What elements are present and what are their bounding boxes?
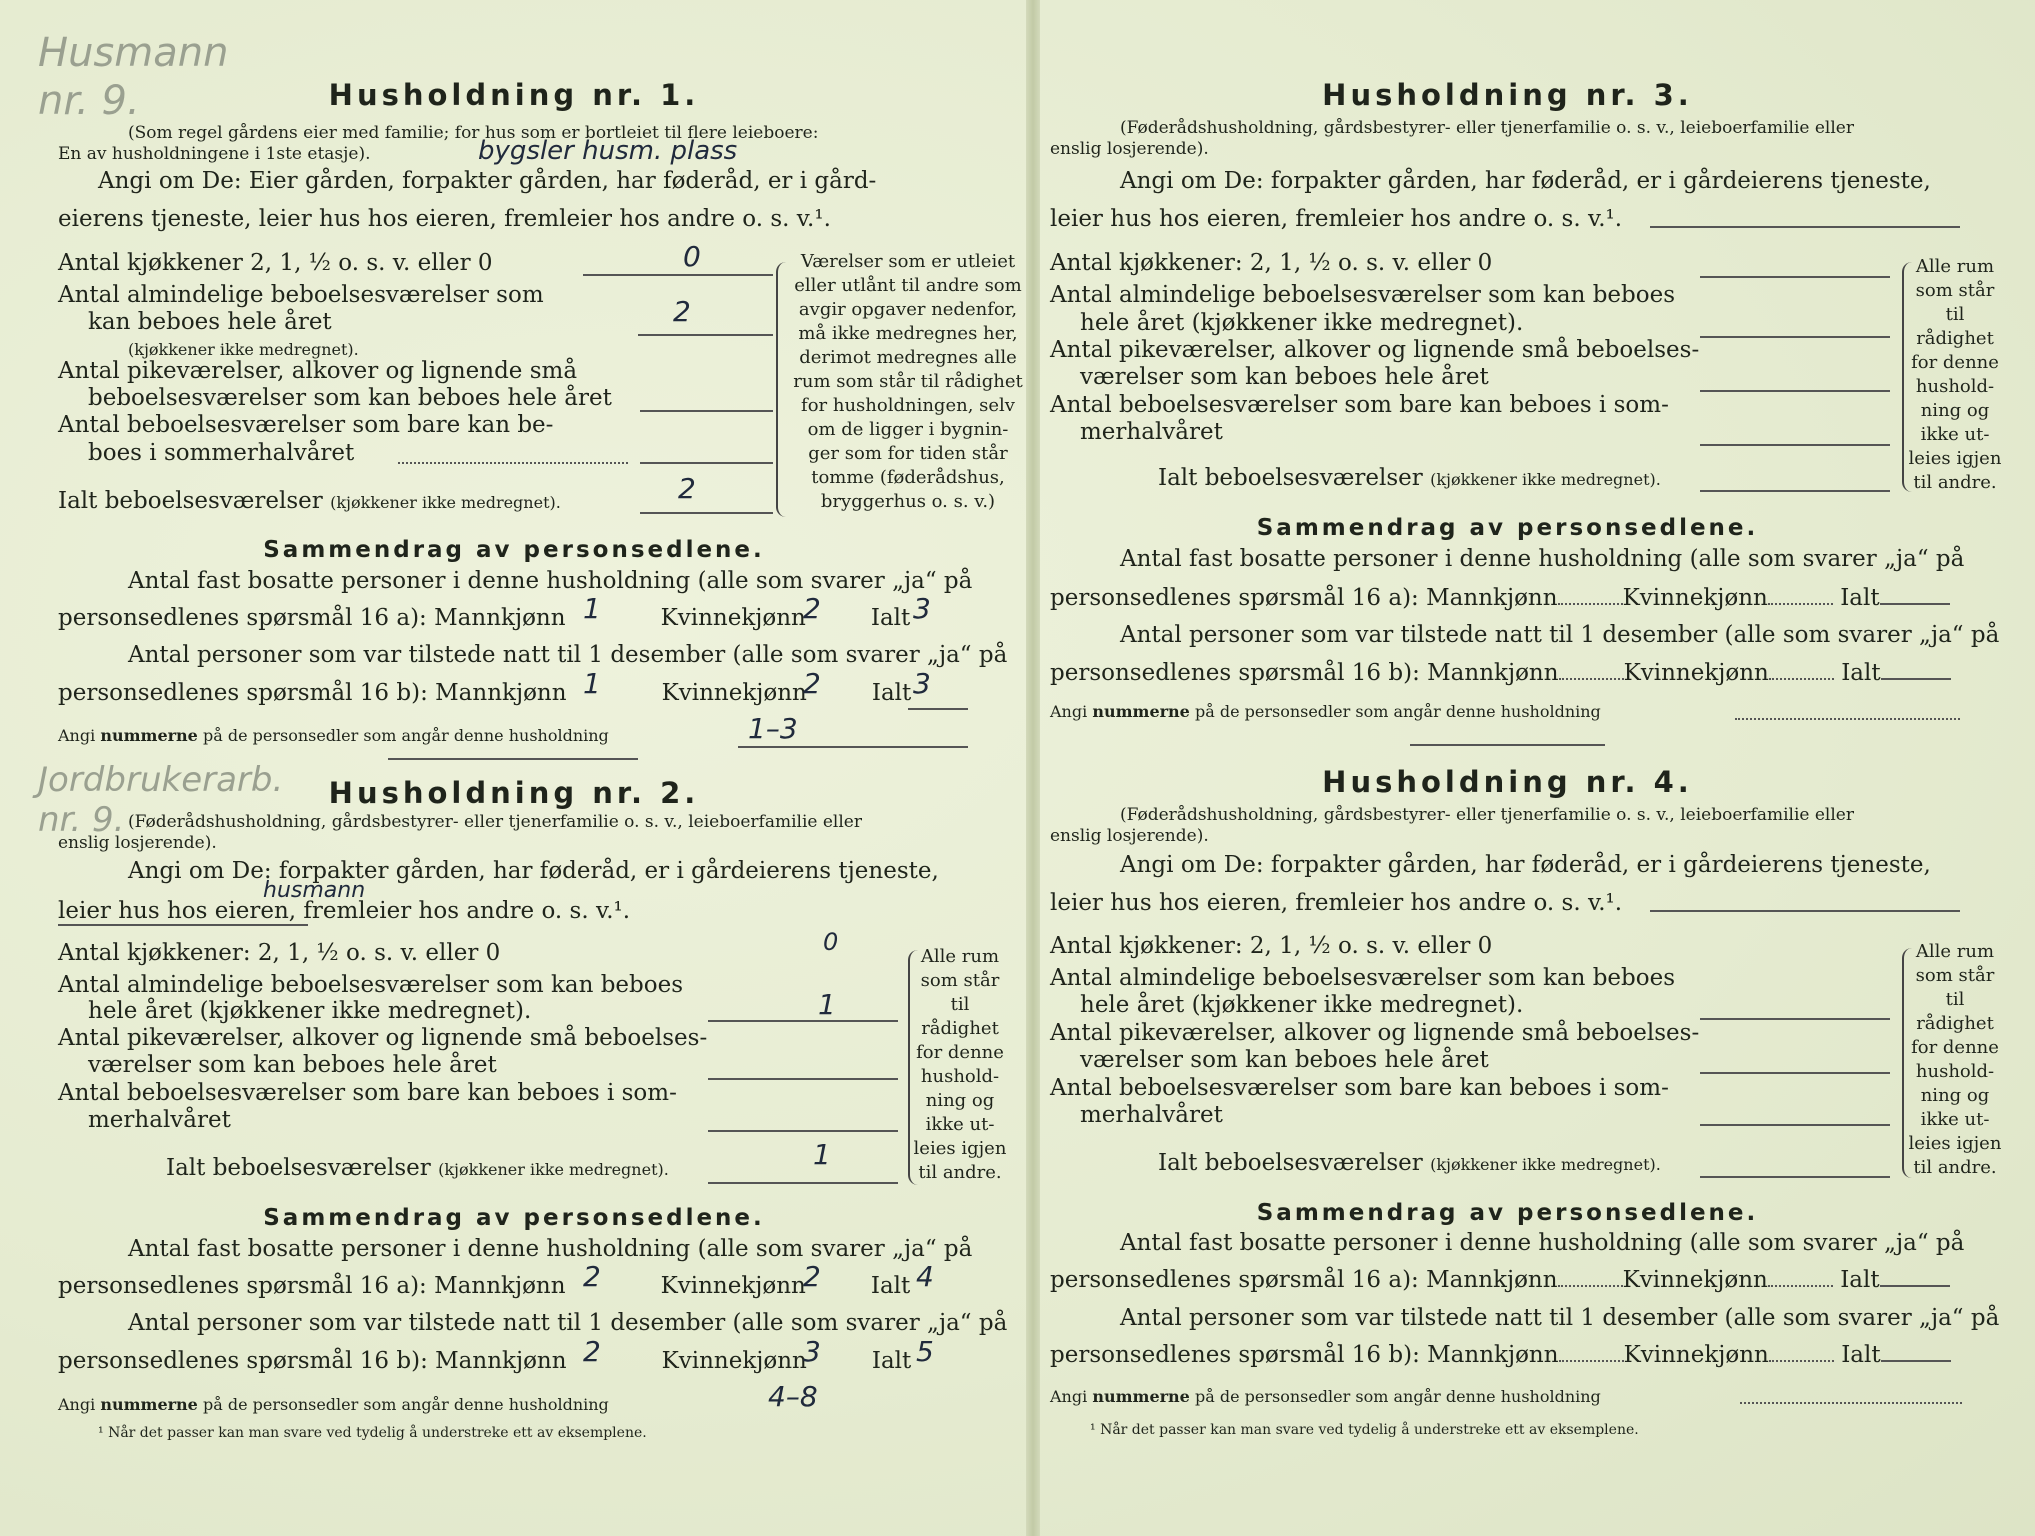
h2-b-total-value: 5 (916, 1335, 934, 1368)
h4-summary-a-label: personsedlenes spørsmål 16 a): Mannkjønn (1050, 1267, 1558, 1293)
h3-b-female-label: Kvinnekjønn (1623, 660, 1769, 686)
h3-numbers-field (1735, 718, 1960, 720)
hw-owner-status: bygsler husm. plass (478, 136, 738, 166)
left-footnote: ¹ Når det passer kan man svare ved tydelig å understreke ett av eksemplene. (98, 1425, 647, 1441)
h1-kitchens-value: 0 (683, 240, 701, 273)
h4-kitchens-label: Antal kjøkkener: 2, 1, ½ o. s. v. eller 0 (1050, 933, 1493, 959)
h3-a-total-field (1880, 603, 1950, 605)
household-4-angi-line-1: Angi om De: forpakter gården, har føderåd, er i gårdeierens tjeneste, (1120, 852, 1931, 878)
household-2-note-line-1: (Føderådshusholdning, gårdsbestyrer- eller tjenerfamilie o. s. v., leieboerfamilie eller (128, 812, 862, 832)
h1-summary-title: Sammendrag av personsedlene. (263, 537, 765, 563)
h2-numbers-label-1: Angi (58, 1395, 96, 1414)
h3-kitchens-field (1700, 276, 1890, 278)
h2-summer-rooms-label-2: merhalvåret (88, 1107, 231, 1133)
h1-summary-a (58, 605, 910, 631)
h3-small-rooms-label-2: værelser som kan beboes hele året (1080, 364, 1489, 390)
h2-kitchens-value: 0 (823, 928, 839, 956)
h1-b-total-field (908, 708, 968, 710)
household-4-title: Husholdning nr. 4. (1322, 765, 1693, 799)
h4-summary-a (1050, 1267, 1950, 1293)
h3-side-line: ikke ut- (1920, 424, 1990, 445)
h1-kitchens-label: Antal kjøkkener 2, 1, ½ o. s. v. eller 0 (58, 250, 493, 276)
h1-a-total-value: 3 (913, 592, 931, 625)
h4-b-total-field (1881, 1360, 1951, 1362)
h4-a-total-field (1880, 1285, 1950, 1287)
h1-side-line: om de ligger i bygnin- (807, 419, 1009, 440)
h4-summary-title: Sammendrag av personsedlene. (1256, 1200, 1759, 1226)
h4-a-female-label: Kvinnekjønn (1622, 1267, 1768, 1293)
h4-a-female-field (1768, 1285, 1833, 1287)
h4-side-line: for denne (1911, 1037, 1999, 1058)
h1-summer-rooms-field (640, 462, 773, 464)
h3-side-line: rådighet (1916, 328, 1994, 349)
household-3-angi-line-2: leier hus hos eieren, fremleier hos andre o. s. v.¹. (1050, 206, 1623, 232)
h3-kitchens-label: Antal kjøkkener: 2, 1, ½ o. s. v. eller 0 (1050, 250, 1493, 276)
h1-a-female-value: 2 (803, 592, 821, 625)
h1-a-male-value: 1 (583, 592, 601, 625)
h1-total-label-text: Ialt beboelsesværelser (58, 488, 323, 514)
h2-summary-b (58, 1348, 911, 1374)
h2-side-line: ikke ut- (925, 1114, 995, 1135)
h1-b-female-value: 2 (803, 667, 821, 700)
household-1-title: Husholdning nr. 1. (328, 78, 700, 112)
h2-summary-b-label: personsedlenes spørsmål 16 b): Mannkjønn (58, 1348, 567, 1374)
h3-numbers-label-3: på de personsedler som angår denne husholdning (1194, 702, 1601, 721)
h1-side-line: Værelser som er utleiet (800, 251, 1016, 272)
h1-rooms-label-1: Antal almindelige beboelsesværelser som (58, 282, 544, 308)
h3-angi-field (1650, 226, 1960, 228)
h3-separator (1410, 744, 1605, 746)
h2-side-line: Alle rum (920, 946, 1000, 967)
h4-numbers-field (1740, 1402, 1962, 1404)
h1-total-label-sub: (kjøkkener ikke medregnet). (330, 493, 561, 512)
h1-small-rooms-label-1: Antal pikeværelser, alkover og lignende små (58, 358, 578, 384)
h3-b-total-field (1881, 678, 1951, 680)
h3-side-line: Alle rum (1915, 256, 1995, 277)
h1-brace (776, 262, 788, 517)
h1-side-line: rum som står til rådighet (793, 371, 1023, 392)
h4-small-rooms-label-1: Antal pikeværelser, alkover og lignende små beboelses- (1050, 1020, 1700, 1046)
h3-summer-rooms-field (1700, 444, 1890, 446)
h4-b-female-label: Kvinnekjønn (1623, 1342, 1769, 1368)
h4-side-line: hushold- (1915, 1061, 1995, 1082)
h4-total-label-sub: (kjøkkener ikke medregnet). (1430, 1155, 1661, 1174)
h1-side-line: for husholdningen, selv (801, 395, 1015, 416)
h4-summary-b (1050, 1342, 1951, 1368)
h2-small-rooms-label-2: værelser som kan beboes hele året (88, 1052, 497, 1078)
h3-a-female-field (1768, 603, 1833, 605)
h1-numbers-label-2: nummerne (100, 726, 198, 745)
h2-b-female-label: Kvinnekjønn (661, 1348, 807, 1374)
h3-summary-line-3: Antal personer som var tilstede natt til 1 desember (alle som svarer „ja“ på (1120, 622, 2000, 648)
h3-summary-b-label: personsedlenes spørsmål 16 b): Mannkjønn (1050, 660, 1559, 686)
h1-numbers-label-1: Angi (58, 726, 96, 745)
pencil-note-top-2: nr. 9. (38, 78, 140, 124)
h1-summer-rooms-label-1: Antal beboelsesværelser som bare kan be- (58, 412, 554, 438)
h3-side-line: leies igjen (1908, 448, 2002, 469)
pencil-note-mid-2: nr. 9. (38, 800, 125, 840)
h1-side-line: eller utlånt til andre som (794, 275, 1022, 296)
h1-b-total-label: Ialt (871, 680, 912, 706)
h2-numbers-label (58, 1395, 609, 1414)
h1-side-line: avgir opgaver nedenfor, (798, 299, 1018, 320)
h2-b-total-label: Ialt (871, 1348, 912, 1374)
h3-b-female-field (1769, 678, 1834, 680)
h3-total-label (1158, 465, 1661, 491)
h4-angi-field (1650, 910, 1960, 912)
h3-summer-rooms-label-1: Antal beboelsesværelser som bare kan beboes i som- (1050, 392, 1669, 418)
h3-side-line: som står til (1915, 280, 1995, 325)
h2-a-female-value: 2 (803, 1260, 821, 1293)
h4-numbers-label-1: Angi (1050, 1387, 1088, 1406)
h1-b-male-value: 1 (583, 667, 601, 700)
h3-summer-rooms-label-2: merhalvåret (1080, 419, 1223, 445)
household-1-note-line-1: (Som regel gårdens eier med familie; for hus som er bortleiet til flere leieboere: (128, 123, 819, 143)
h2-total-value: 1 (813, 1138, 831, 1171)
h2-total-field (708, 1182, 898, 1184)
household-1-angi-line-1: Angi om De: Eier gården, forpakter gården, har føderåd, er i gård- (98, 168, 877, 194)
h1-small-rooms-label-2: beboelsesværelser som kan beboes hele året (88, 385, 612, 411)
household-4-angi-line-2: leier hus hos eieren, fremleier hos andre o. s. v.¹. (1050, 890, 1623, 916)
h4-summer-rooms-label-1: Antal beboelsesværelser som bare kan beboes i som- (1050, 1075, 1669, 1101)
h3-side-line: for denne (1911, 352, 1999, 373)
h2-summer-rooms-field (708, 1130, 898, 1132)
h3-rooms-label-1: Antal almindelige beboelsesværelser som kan beboes (1050, 282, 1676, 308)
h1-separator (388, 758, 638, 760)
h3-summary-a (1050, 585, 1950, 611)
h2-numbers-value: 4–8 (768, 1380, 818, 1413)
h3-total-label-sub: (kjøkkener ikke medregnet). (1430, 470, 1661, 489)
h1-rooms-label-3: (kjøkkener ikke medregnet). (128, 340, 359, 359)
h3-rooms-field (1700, 336, 1890, 338)
h2-numbers-label-2: nummerne (100, 1395, 198, 1414)
h1-numbers-label-3: på de personsedler som angår denne husholdning (202, 726, 609, 745)
h1-side-line: ger som for tiden står (808, 443, 1008, 464)
h3-a-female-label: Kvinnekjønn (1622, 585, 1768, 611)
h1-kitchens-field (583, 274, 773, 276)
h2-summary-a (58, 1273, 910, 1299)
h1-rooms-value: 2 (673, 295, 691, 328)
h4-rooms-label-1: Antal almindelige beboelsesværelser som kan beboes (1050, 965, 1676, 991)
h4-total-label (1158, 1150, 1661, 1176)
h3-summary-title: Sammendrag av personsedlene. (1256, 515, 1759, 541)
h2-underline-choice (58, 924, 308, 926)
h2-side-note (910, 945, 1010, 1185)
h3-small-rooms-label-1: Antal pikeværelser, alkover og lignende små beboelses- (1050, 337, 1700, 363)
h2-small-rooms-label-1: Antal pikeværelser, alkover og lignende små beboelses- (58, 1025, 708, 1051)
h1-side-line: må ikke medregnes her, (798, 323, 1018, 344)
h2-rooms-label-2: hele året (kjøkkener ikke medregnet). (88, 998, 532, 1024)
h1-b-female-label: Kvinnekjønn (661, 680, 807, 706)
h3-numbers-label-2: nummerne (1092, 702, 1190, 721)
page-fold (1026, 0, 1040, 1536)
h2-side-line: leies igjen (913, 1138, 1007, 1159)
h4-summary-b-label: personsedlenes spørsmål 16 b): Mannkjønn (1050, 1342, 1559, 1368)
h2-side-line: for denne (916, 1042, 1004, 1063)
h4-side-line: Alle rum (1915, 941, 1995, 962)
household-1-note-line-2: En av husholdningene i 1ste etasje). (58, 144, 371, 164)
h4-summer-rooms-field (1700, 1124, 1890, 1126)
h3-a-male-field (1558, 603, 1623, 605)
h3-summary-a-label: personsedlenes spørsmål 16 a): Mannkjønn (1050, 585, 1558, 611)
household-2-title: Husholdning nr. 2. (328, 776, 700, 810)
h2-small-rooms-field (708, 1078, 898, 1080)
hw-husmann: husmann (263, 878, 366, 903)
h1-numbers-value: 1–3 (748, 712, 798, 745)
h2-summer-rooms-label-1: Antal beboelsesværelser som bare kan beboes i som- (58, 1080, 677, 1106)
h2-total-label (166, 1155, 669, 1181)
h3-side-note (1905, 255, 2005, 495)
h2-side-line: ning og (925, 1090, 995, 1111)
household-2-angi-line-1: Angi om De: forpakter gården, har føderåd, er i gårdeierens tjeneste, (128, 858, 939, 884)
h2-total-label-text: Ialt beboelsesværelser (166, 1155, 431, 1181)
h3-side-line: ning og (1920, 400, 1990, 421)
h4-total-label-text: Ialt beboelsesværelser (1158, 1150, 1423, 1176)
h2-rooms-field (708, 1020, 898, 1022)
h2-total-label-sub: (kjøkkener ikke medregnet). (438, 1160, 669, 1179)
h3-total-field (1700, 490, 1890, 492)
h4-numbers-label-3: på de personsedler som angår denne husholdning (1194, 1387, 1601, 1406)
h2-rooms-label-1: Antal almindelige beboelsesværelser som kan beboes (58, 972, 684, 998)
h4-side-line: rådighet (1916, 1013, 1994, 1034)
h4-side-line: som står til (1915, 965, 1995, 1010)
h2-a-total-label: Ialt (870, 1273, 911, 1299)
h4-side-note (1905, 940, 2005, 1180)
household-2-angi-line-2: leier hus hos eieren, fremleier hos andre o. s. v.¹. (58, 898, 631, 924)
household-3-title: Husholdning nr. 3. (1322, 78, 1693, 112)
household-3-angi-line-1: Angi om De: forpakter gården, har føderåd, er i gårdeierens tjeneste, (1120, 168, 1931, 194)
h4-side-line: til andre. (1913, 1157, 1997, 1178)
h4-summary-line-3: Antal personer som var tilstede natt til 1 desember (alle som svarer „ja“ på (1120, 1305, 2000, 1331)
h1-rooms-label-2: kan beboes hele året (88, 309, 332, 335)
h2-side-line: rådighet (921, 1018, 999, 1039)
h1-summary-line-1: Antal fast bosatte personer i denne husholdning (alle som svarer „ja“ på (128, 568, 973, 594)
household-1-angi-line-2: eierens tjeneste, leier hus hos eieren, fremleier hos andre o. s. v.¹. (58, 206, 831, 232)
h4-a-male-field (1558, 1285, 1623, 1287)
household-2-note (58, 812, 970, 854)
h3-side-line: hushold- (1915, 376, 1995, 397)
h4-a-total-label: Ialt (1840, 1267, 1880, 1293)
h1-numbers-field (738, 746, 968, 748)
dots (398, 462, 628, 464)
h2-summary-line-1: Antal fast bosatte personer i denne husholdning (alle som svarer „ja“ på (128, 1236, 973, 1262)
h1-summary-b (58, 680, 911, 706)
h3-numbers-label-1: Angi (1050, 702, 1088, 721)
h1-total-label (58, 488, 561, 514)
h1-total-field (640, 512, 773, 514)
h4-rooms-field (1700, 1018, 1890, 1020)
h1-rooms-field (638, 334, 773, 336)
h1-numbers-label (58, 726, 609, 745)
h2-b-female-value: 3 (803, 1335, 821, 1368)
h1-a-total-label: Ialt (870, 605, 911, 631)
pencil-note-top: Husmann (38, 30, 229, 76)
right-footnote: ¹ Når det passer kan man svare ved tydelig å understreke ett av eksemplene. (1090, 1422, 1639, 1438)
h1-small-rooms-field (640, 410, 773, 412)
h1-summary-a-label: personsedlenes spørsmål 16 a): Mannkjønn (58, 605, 566, 631)
h2-a-female-label: Kvinnekjønn (660, 1273, 806, 1299)
household-2-note-line-2: enslig losjerende). (58, 833, 217, 853)
right-page (1050, 0, 2002, 1536)
household-4-note-line-2: enslig losjerende). (1050, 826, 1209, 846)
h4-side-line: ning og (1920, 1085, 1990, 1106)
h2-side-line: som står til (920, 970, 1000, 1015)
h1-summer-rooms-label-2: boes i sommerhalvåret (88, 440, 355, 466)
h1-a-female-label: Kvinnekjønn (660, 605, 806, 631)
h1-b-total-value: 3 (913, 667, 931, 700)
household-3-note (1050, 118, 1965, 160)
household-3-note-line-1: (Føderådshusholdning, gårdsbestyrer- eller tjenerfamilie o. s. v., leieboerfamilie eller (1120, 118, 1854, 138)
h4-b-total-label: Ialt (1841, 1342, 1881, 1368)
h2-side-line: til andre. (918, 1162, 1002, 1183)
household-4-note (1050, 805, 1965, 847)
h4-numbers-label-2: nummerne (1092, 1387, 1190, 1406)
h4-side-line: leies igjen (1908, 1133, 2002, 1154)
h2-rooms-value: 1 (818, 988, 836, 1021)
h1-summary-line-3: Antal personer som var tilstede natt til 1 desember (alle som svarer „ja“ på (128, 642, 1008, 668)
h1-side-line: derimot medregnes alle (799, 347, 1017, 368)
h1-side-line: bryggerhus o. s. v.) (820, 491, 996, 512)
h3-rooms-label-2: hele året (kjøkkener ikke medregnet). (1080, 310, 1524, 336)
h4-b-male-field (1559, 1360, 1624, 1362)
left-page (38, 0, 1023, 1536)
h1-summary-b-label: personsedlenes spørsmål 16 b): Mannkjønn (58, 680, 567, 706)
h2-b-male-value: 2 (583, 1335, 601, 1368)
h3-summary-line-1: Antal fast bosatte personer i denne husholdning (alle som svarer „ja“ på (1120, 546, 1965, 572)
h4-rooms-label-2: hele året (kjøkkener ikke medregnet). (1080, 992, 1524, 1018)
pencil-note-mid: Jordbrukerarb. (38, 760, 284, 800)
h2-a-male-value: 2 (583, 1260, 601, 1293)
h4-total-field (1700, 1176, 1890, 1178)
h4-summer-rooms-label-2: merhalvåret (1080, 1102, 1223, 1128)
h4-side-line: ikke ut- (1920, 1109, 1990, 1130)
h2-summary-a-label: personsedlenes spørsmål 16 a): Mannkjønn (58, 1273, 566, 1299)
h4-small-rooms-field (1700, 1072, 1890, 1074)
h2-summary-line-3: Antal personer som var tilstede natt til 1 desember (alle som svarer „ja“ på (128, 1310, 1008, 1336)
h3-b-total-label: Ialt (1841, 660, 1881, 686)
h1-side-note (788, 250, 1028, 514)
h2-numbers-label-3: på de personsedler som angår denne husholdning (202, 1395, 609, 1414)
h3-small-rooms-field (1700, 390, 1890, 392)
h3-a-total-label: Ialt (1840, 585, 1880, 611)
h4-numbers-label (1050, 1387, 1601, 1406)
h2-kitchens-label: Antal kjøkkener: 2, 1, ½ o. s. v. eller 0 (58, 940, 501, 966)
h1-total-value: 2 (678, 472, 696, 505)
h3-side-line: til andre. (1913, 472, 1997, 493)
h2-side-line: hushold- (920, 1066, 1000, 1087)
h3-summary-b (1050, 660, 1951, 686)
h4-small-rooms-label-2: værelser som kan beboes hele året (1080, 1047, 1489, 1073)
h4-b-female-field (1769, 1360, 1834, 1362)
h3-total-label-text: Ialt beboelsesværelser (1158, 465, 1423, 491)
h3-numbers-label (1050, 702, 1601, 721)
household-3-note-line-2: enslig losjerende). (1050, 139, 1209, 159)
household-4-note-line-1: (Føderådshusholdning, gårdsbestyrer- eller tjenerfamilie o. s. v., leieboerfamilie eller (1120, 805, 1854, 825)
h3-b-male-field (1559, 678, 1624, 680)
h1-side-line: tomme (føderådshus, (811, 467, 1005, 488)
h2-a-total-value: 4 (916, 1260, 934, 1293)
h4-summary-line-1: Antal fast bosatte personer i denne husholdning (alle som svarer „ja“ på (1120, 1230, 1965, 1256)
h2-summary-title: Sammendrag av personsedlene. (263, 1205, 765, 1231)
